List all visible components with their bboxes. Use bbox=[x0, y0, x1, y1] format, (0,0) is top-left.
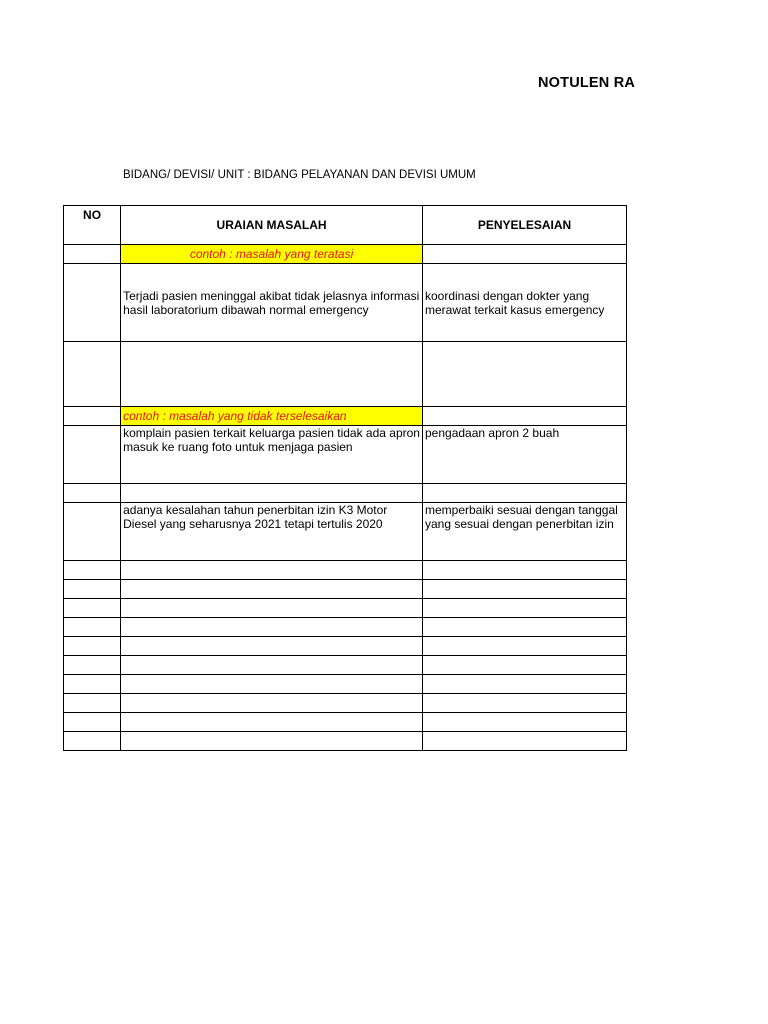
table-cell-empty bbox=[121, 694, 423, 713]
table-row bbox=[64, 713, 627, 732]
table-cell-empty bbox=[64, 637, 121, 656]
table-cell-empty bbox=[64, 407, 121, 426]
table-cell-empty bbox=[64, 484, 121, 503]
table-row bbox=[64, 675, 627, 694]
uraian-text: adanya kesalahan tahun penerbitan izin K3 Motor Diesel yang seharusnya 2021 tetapi tertulis 2020 bbox=[123, 503, 388, 531]
unit-line: BIDANG/ DEVISI/ UNIT : BIDANG PELAYANAN DAN DEVISI UMUM bbox=[123, 169, 476, 181]
table-row bbox=[64, 561, 627, 580]
table-row bbox=[64, 426, 627, 484]
table-cell-empty bbox=[423, 484, 627, 503]
table-cell-empty bbox=[64, 618, 121, 637]
table-cell-empty bbox=[64, 675, 121, 694]
example-resolved-row bbox=[64, 245, 627, 264]
table-row bbox=[64, 580, 627, 599]
table-cell-empty bbox=[423, 407, 627, 426]
table-cell-empty bbox=[121, 599, 423, 618]
table-cell-empty bbox=[121, 637, 423, 656]
table-cell-empty bbox=[423, 561, 627, 580]
table-row bbox=[64, 503, 627, 561]
header-row bbox=[64, 206, 627, 245]
table-cell-uraian bbox=[121, 426, 423, 484]
table-cell-empty bbox=[423, 637, 627, 656]
table-cell-no bbox=[64, 426, 121, 484]
example-unresolved-row bbox=[64, 407, 627, 426]
table-cell-penyelesaian bbox=[423, 426, 627, 484]
table-cell-empty bbox=[121, 484, 423, 503]
table-row bbox=[64, 732, 627, 751]
table-cell-empty bbox=[64, 599, 121, 618]
table-cell-empty bbox=[64, 342, 121, 407]
table-cell-empty bbox=[423, 656, 627, 675]
uraian-text: Terjadi pasien meninggal akibat tidak jelasnya informasi hasil laboratorium dibawah normal emergency bbox=[123, 288, 420, 317]
penyelesaian-text: koordinasi dengan dokter yang merawat terkait kasus emergency bbox=[425, 288, 605, 317]
table-cell-empty bbox=[64, 245, 121, 264]
uraian-text: komplain pasien terkait keluarga pasien tidak ada apron masuk ke ruang foto untuk menjaga pasien bbox=[123, 426, 420, 454]
document-title: NOTULEN RA bbox=[538, 75, 636, 91]
table-cell-no bbox=[64, 264, 121, 342]
table-cell-uraian bbox=[121, 264, 423, 342]
table-cell-empty bbox=[423, 694, 627, 713]
table-cell-empty bbox=[423, 599, 627, 618]
table-row bbox=[64, 694, 627, 713]
table-cell-empty bbox=[121, 561, 423, 580]
table-row bbox=[64, 656, 627, 675]
table-cell-penyelesaian bbox=[423, 264, 627, 342]
table-cell-empty bbox=[64, 732, 121, 751]
table-cell-empty bbox=[64, 656, 121, 675]
example-resolved-label: contoh : masalah yang teratasi bbox=[189, 247, 354, 261]
table-cell-empty bbox=[121, 342, 423, 407]
table-row bbox=[64, 484, 627, 503]
notulen-table bbox=[63, 205, 627, 751]
header-uraian-masalah: URAIAN MASALAH bbox=[121, 206, 423, 245]
table-cell-empty bbox=[121, 656, 423, 675]
table-cell-empty bbox=[64, 580, 121, 599]
header-penyelesaian: PENYELESAIAN bbox=[423, 206, 627, 245]
table-cell-empty bbox=[423, 245, 627, 264]
table-cell-empty bbox=[423, 580, 627, 599]
example-unresolved-label: contoh : masalah yang tidak terselesaikan bbox=[123, 409, 347, 423]
table-cell-empty bbox=[64, 561, 121, 580]
table-cell-empty bbox=[423, 675, 627, 694]
table-cell-empty bbox=[423, 732, 627, 751]
table-cell-empty bbox=[64, 713, 121, 732]
example-unresolved-cell bbox=[121, 407, 423, 426]
table-row bbox=[64, 599, 627, 618]
table-row bbox=[64, 342, 627, 407]
table-row bbox=[64, 618, 627, 637]
table-cell-empty bbox=[121, 618, 423, 637]
table-cell-empty bbox=[423, 342, 627, 407]
table-cell-penyelesaian bbox=[423, 503, 627, 561]
table-cell-empty bbox=[64, 694, 121, 713]
table-cell-empty bbox=[121, 732, 423, 751]
table-row bbox=[64, 264, 627, 342]
table-cell-empty bbox=[423, 618, 627, 637]
table-row bbox=[64, 637, 627, 656]
table-cell-empty bbox=[423, 713, 627, 732]
table-cell-empty bbox=[121, 713, 423, 732]
example-resolved-cell bbox=[121, 245, 423, 264]
table-cell-no bbox=[64, 503, 121, 561]
penyelesaian-text: pengadaan apron 2 buah bbox=[425, 426, 560, 440]
penyelesaian-text: memperbaiki sesuai dengan tanggal yang sesuai dengan penerbitan izin bbox=[425, 503, 618, 531]
table-cell-uraian bbox=[121, 503, 423, 561]
table-cell-empty bbox=[121, 675, 423, 694]
header-no: NO bbox=[64, 206, 121, 245]
table-cell-empty bbox=[121, 580, 423, 599]
